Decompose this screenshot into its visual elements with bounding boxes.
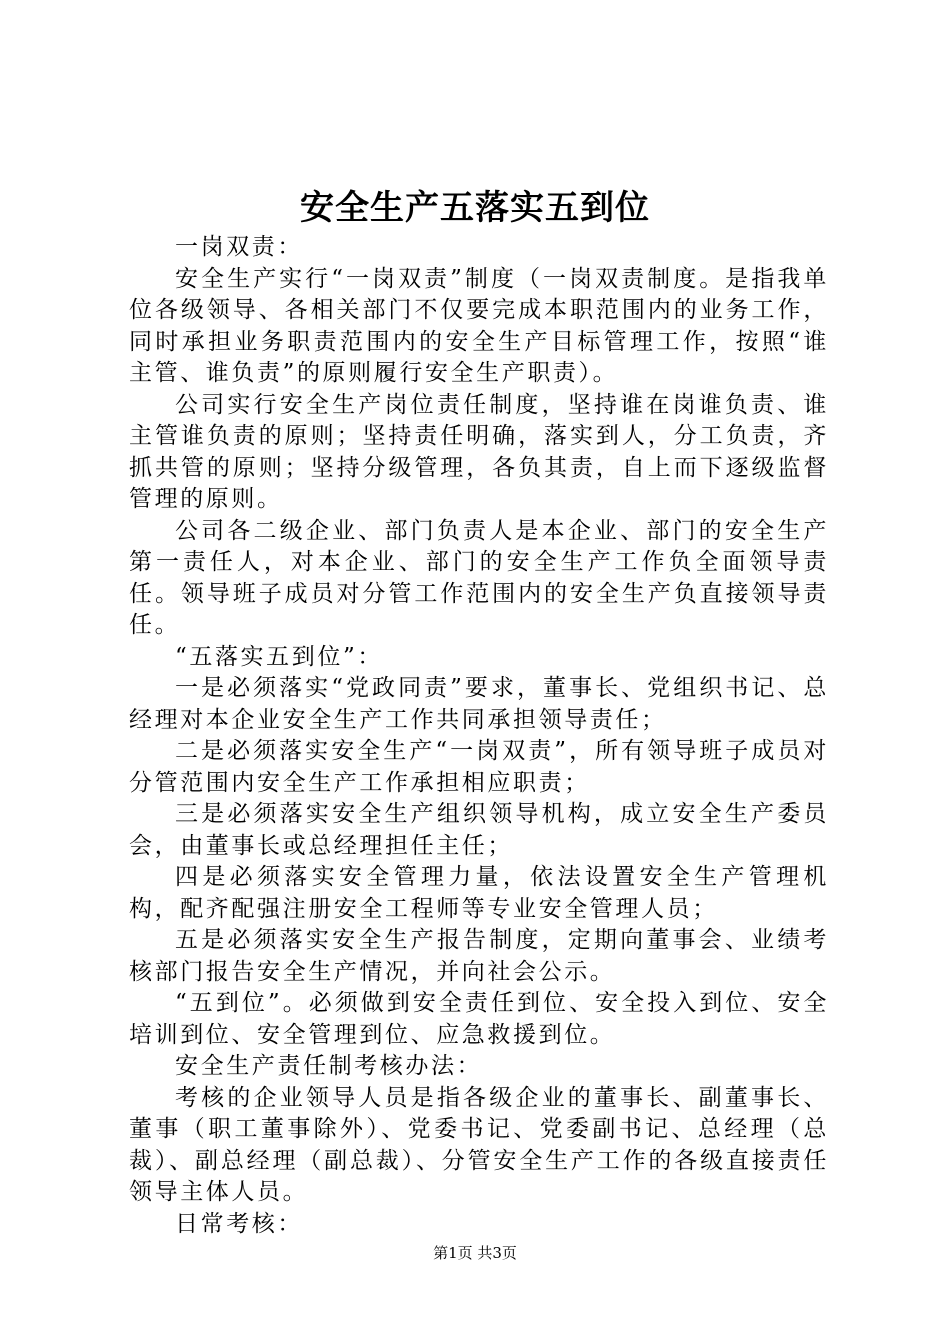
paragraph: “五到位”。必须做到安全责任到位、安全投入到位、安全培训到位、安全管理到位、应急救援到位。: [129, 990, 829, 1048]
paragraph: 日常考核：: [175, 1210, 303, 1237]
paragraph: “五落实五到位”：: [175, 643, 383, 670]
paragraph: 四是必须落实安全管理力量，依法设置安全生产管理机构，配齐配强注册安全工程师等专业安全管理人员；: [129, 864, 829, 922]
page-footer: 第1页 共3页: [433, 1244, 517, 1262]
paragraph: 安全生产实行“一岗双责”制度（一岗双责制度。是指我单位各级领导、各相关部门不仅要完成本职范围内的业务工作，同时承担业务职责范围内的安全生产目标管理工作，按照“谁主管、谁负责”的原则履行安全生产职责）。: [129, 265, 829, 386]
paragraph: 安全生产责任制考核办法：: [175, 1053, 483, 1079]
paragraph: 公司各二级企业、部门负责人是本企业、部门的安全生产第一责任人，对本企业、部门的安全生产工作负全面领导责任。领导班子成员对分管工作范围内的安全生产负直接领导责任。: [129, 517, 829, 638]
paragraph: 五是必须落实安全生产报告制度，定期向董事会、业绩考核部门报告安全生产情况，并向社会公示。: [129, 927, 829, 985]
paragraph: 一是必须落实“党政同责”要求，董事长、党组织书记、总经理对本企业安全生产工作共同承担领导责任；: [129, 675, 829, 733]
paragraph: 公司实行安全生产岗位责任制度，坚持谁在岗谁负责、谁主管谁负责的原则；坚持责任明确，落实到人，分工负责，齐抓共管的原则；坚持分级管理，各负其责，自上而下逐级监督管理的原则。: [129, 391, 829, 512]
paragraph: 二是必须落实安全生产“一岗双责”，所有领导班子成员对分管范围内安全生产工作承担相应职责；: [129, 738, 829, 796]
document-title: 安全生产五落实五到位: [300, 188, 650, 228]
document-body: [129, 232, 829, 1240]
paragraph: 一岗双责：: [175, 234, 303, 260]
paragraph: 考核的企业领导人员是指各级企业的董事长、副董事长、董事（职工董事除外）、党委书记、党委副书记、总经理（总裁）、副总经理（副总裁）、分管安全生产工作的各级直接责任领导主体人员。: [129, 1084, 829, 1205]
paragraph: 三是必须落实安全生产组织领导机构，成立安全生产委员会，由董事长或总经理担任主任；: [129, 801, 829, 859]
